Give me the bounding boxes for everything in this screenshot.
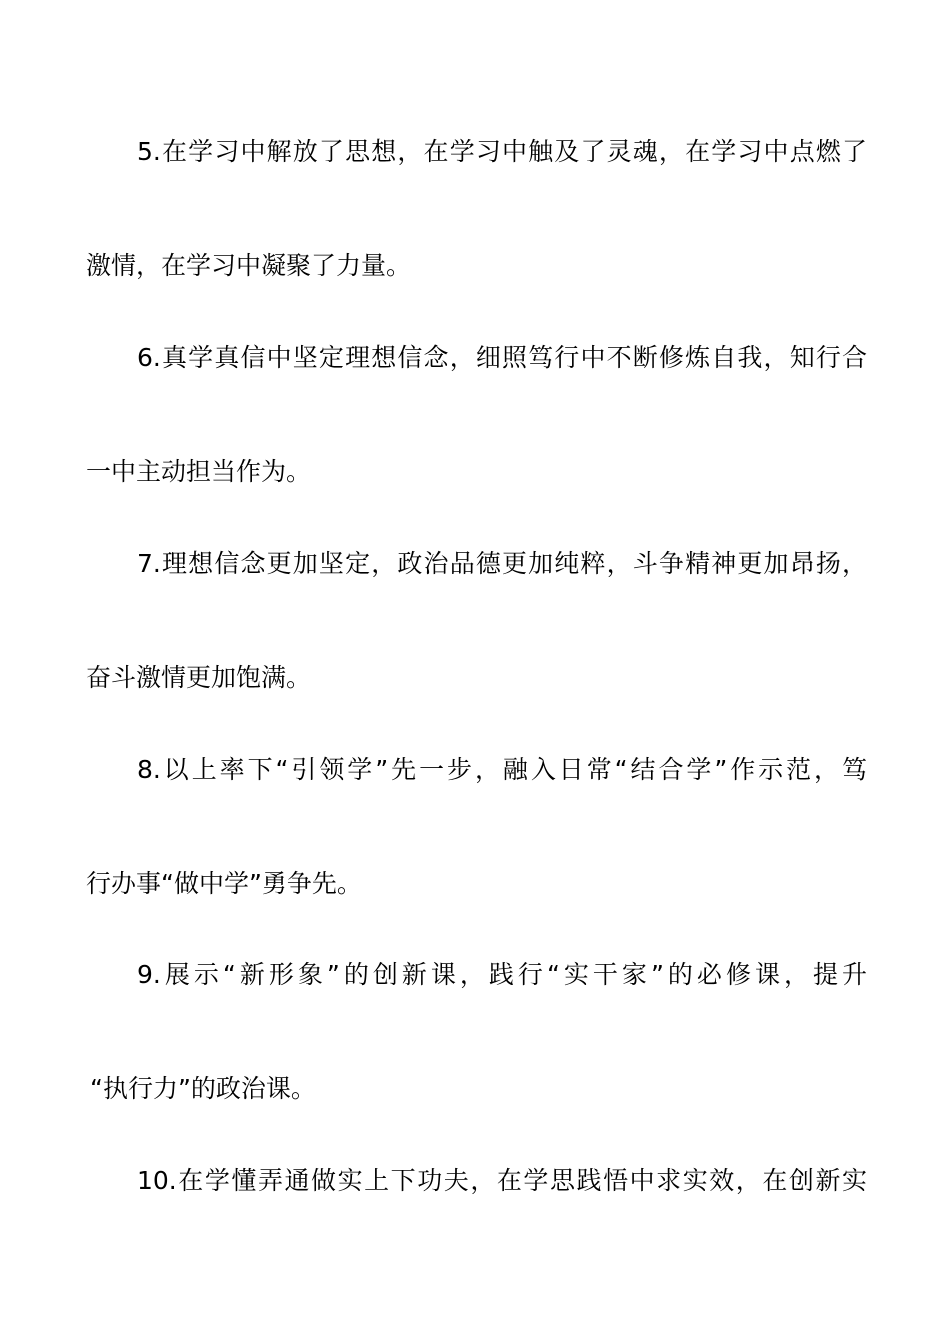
paragraph-9-line-1: 9.展示“新形象”的创新课，践行“实干家”的必修课，提升 xyxy=(137,960,867,989)
paragraph-6-line-2: 一中主动担当作为。 xyxy=(86,457,312,486)
paragraph-6-line-1: 6.真学真信中坚定理想信念，细照笃行中不断修炼自我，知行合 xyxy=(137,343,867,372)
paragraph-5-line-1: 5.在学习中解放了思想，在学习中触及了灵魂，在学习中点燃了 xyxy=(137,137,867,166)
paragraph-7-line-1: 7.理想信念更加坚定，政治品德更加纯粹，斗争精神更加昂扬， xyxy=(137,549,867,578)
paragraph-8-line-2: 行办事“做中学”勇争先。 xyxy=(86,869,362,898)
paragraph-10-line-1: 10.在学懂弄通做实上下功夫，在学思践悟中求实效，在创新实 xyxy=(137,1166,867,1195)
paragraph-5-line-2: 激情，在学习中凝聚了力量。 xyxy=(86,251,412,280)
paragraph-9-line-2: “执行力”的政治课。 xyxy=(90,1074,316,1103)
paragraph-8-line-1: 8.以上率下“引领学”先一步，融入日常“结合学”作示范，笃 xyxy=(137,755,867,784)
paragraph-7-line-2: 奋斗激情更加饱满。 xyxy=(86,663,312,692)
